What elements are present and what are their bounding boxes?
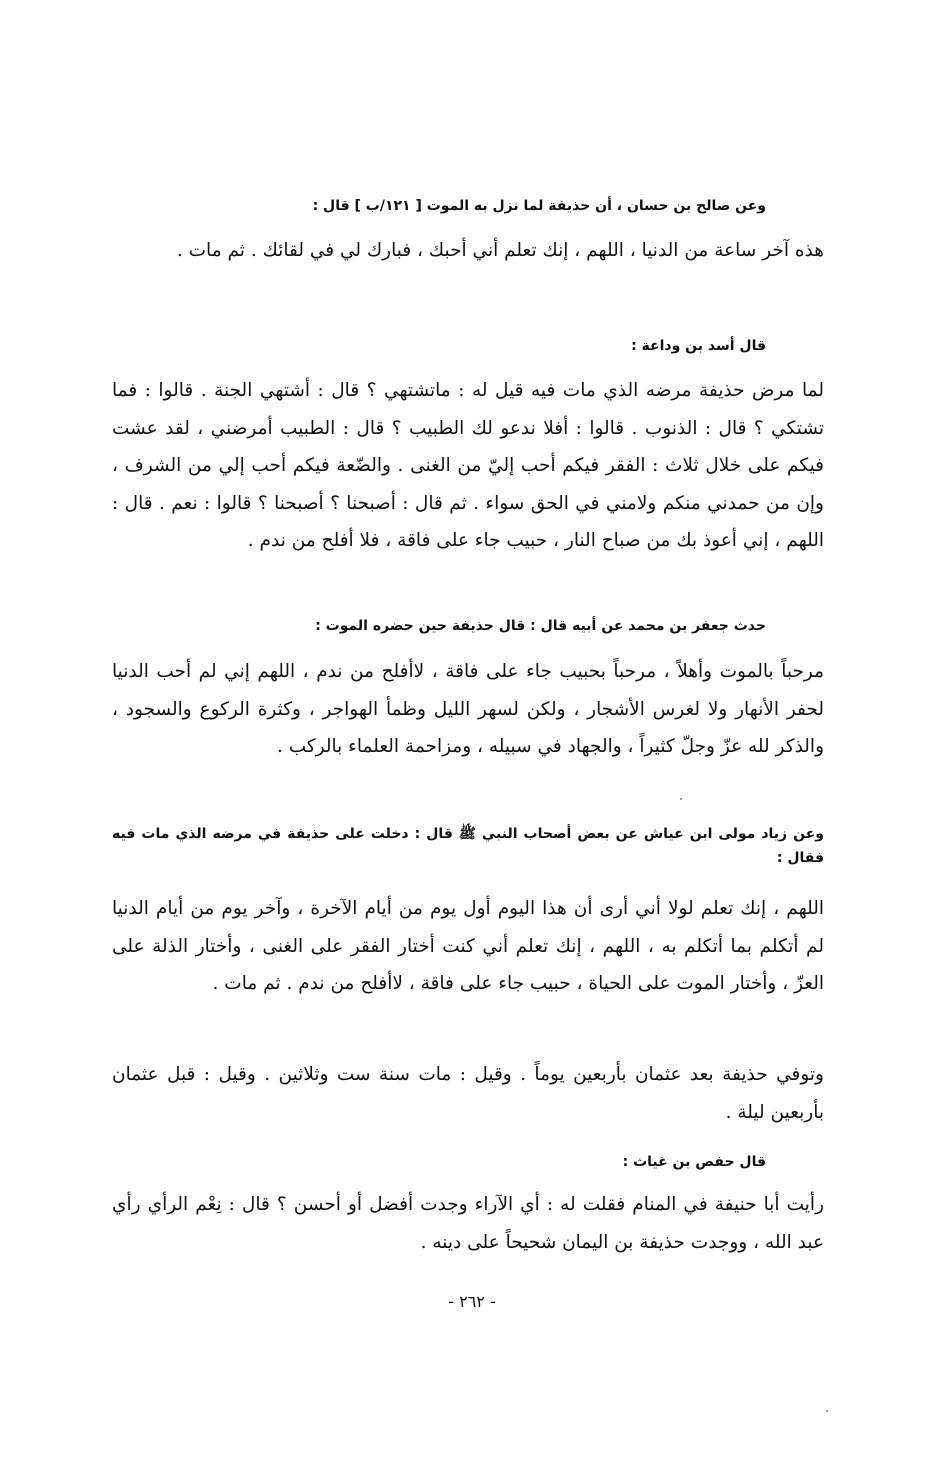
section-heading-salih-ibn-hassan: وعن صالح بن حسان ، أن حذيفة لما نزل به الموت [ ١٢١/ب ] قال : bbox=[312, 198, 766, 214]
page-number: - ٢٦٢ - bbox=[448, 1292, 496, 1311]
section-body-ziyad: اللهم ، إنك تعلم لولا أني أرى أن هذا اليوم أول يوم من أيام الآخرة ، وآخر يوم من أيام الدنيا لم أتكلم بما أتكلم به ، اللهم ، إنك تعلم أني كنت أختار الفقر على الغنى ، وأختار الذلة على العزّ ، وأختار الموت على الحياة ، حبيب جاء على فاقة ، لاأفلح من ندم . ثم مات . bbox=[112, 898, 824, 994]
scan-speck bbox=[826, 1410, 828, 1412]
section-body-asad-ibn-wadaa: لما مرض حذيفة مرضه الذي مات فيه قيل له : ماتشتهي ؟ قال : أشتهي الجنة . قالوا : فما تشتكي ؟ قال : الذنوب . قالوا : أفلا ندعو لك الطبيب ؟ قال : الطبيب أمرضني ، لقد عشت فيكم على خلال ثلاث : الفقر فيكم أحب إليّ من الغنى . والضّعة فيكم أحب إلي من الشرف ، وإن من حمدني منكم ولامني في الحق سواء . ثم قال : أصبحنا ؟ أصبحنا ؟ قالوا : نعم . قال : اللهم ، إني أعوذ بك من صباح النار ، حبيب جاء على فاقة ، فلا أفلح من ندم . bbox=[112, 380, 824, 551]
section-body-jafar-ibn-muhammad: مرحباً بالموت وأهلاً ، مرحباً بحبيب جاء على فاقة ، لاأفلح من ندم ، اللهم إني لم أحب الدنيا لحفر الأنهار ولا لغرس الأشجار ، ولكن لسهر الليل وظمأ الهواجر ، وكثرة الركوع والسجود ، والذكر لله عزّ وجلّ كثيراً ، والجهاد في سبيله ، ومزاحمة العلماء بالركب . bbox=[112, 661, 824, 757]
section-body-salih-ibn-hassan: هذه آخر ساعة من الدنيا ، اللهم ، إنك تعلم أني أحبك ، فبارك لي في لقائك . ثم مات . bbox=[176, 240, 824, 261]
section-body-hafs-ibn-ghiyath: رأيت أبا حنيفة في المنام فقلت له : أي الآراء وجدت أفضل أو أحسن ؟ قال : نِعْم الرأي رأي عبد الله ، ووجدت حذيفة بن اليمان شحيحاً على دينه . bbox=[112, 1194, 824, 1253]
section-heading-asad-ibn-wadaa: قال أسد بن وداعة : bbox=[631, 338, 766, 354]
scan-speck bbox=[680, 798, 682, 800]
section-heading-jafar-ibn-muhammad: حدث جعفر بن محمد عن أبيه قال : قال حذيفة حين حضره الموت : bbox=[315, 618, 766, 634]
section-body-death-date: وتوفي حذيفة بعد عثمان بأربعين يوماً . وقيل : مات سنة ست وثلاثين . وقيل : قبل عثمان بأربعين ليلة . bbox=[112, 1064, 824, 1123]
section-heading-ziyad: وعن زياد مولى ابن عياش عن بعض أصحاب النبي ﷺ قال : دخلت على حذيفة في مرضه الذي مات فيه فقال : bbox=[112, 826, 824, 866]
section-heading-hafs-ibn-ghiyath: قال حفص بن غياث : bbox=[622, 1154, 766, 1170]
